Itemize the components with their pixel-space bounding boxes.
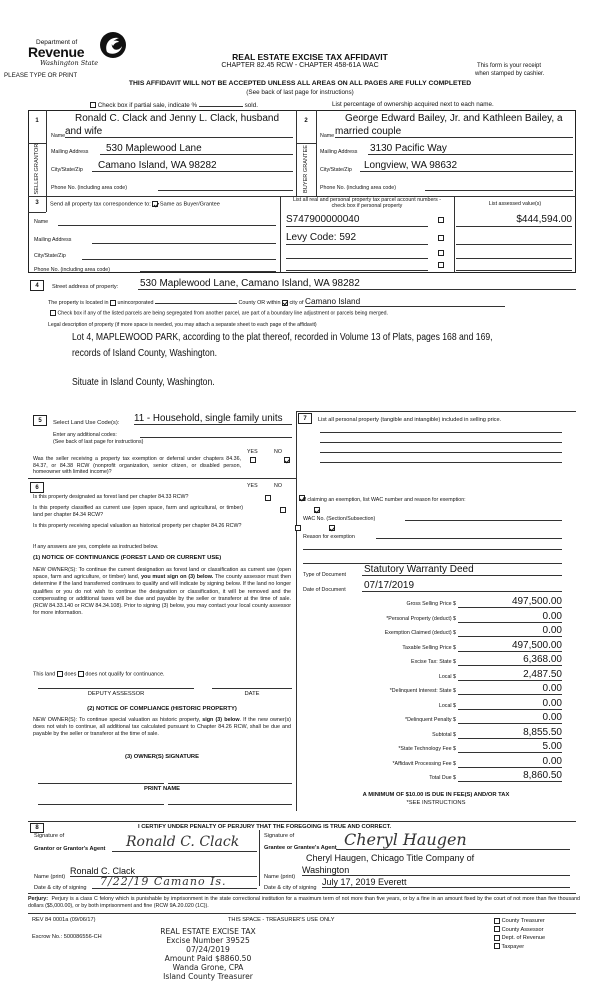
grantor-signature-label-1: Signature of xyxy=(34,833,65,839)
print-name-label: PRINT NAME xyxy=(143,786,181,792)
exemption-question: Was the seller receiving a property tax exemption or deferral under chapters 84.36, 84.37, or 84.38 RCW (nonprofit organization, senior citizen, or disabled person, homeowner with limited income)? xyxy=(33,456,241,476)
exemption-claim-label: If claiming an exemption, list WAC number and reason for exemption: xyxy=(303,497,466,503)
correspondence-name-field[interactable] xyxy=(58,217,276,226)
escrow-number: 500086556-CH xyxy=(63,934,102,940)
correspondence-city-field[interactable] xyxy=(82,251,276,260)
excise-tax-local-field[interactable]: 2,487.50 xyxy=(458,669,562,681)
assessor-date-line[interactable] xyxy=(212,688,292,689)
grantor-name-field[interactable]: Ronald C. Clack xyxy=(70,866,257,877)
partial-sale-label: Check box if partial sale, indicate % xyxy=(97,102,198,109)
doc-date-label: Date of Document xyxy=(303,587,346,593)
buyer-mailing-field[interactable]: 3130 Pacific Way xyxy=(368,143,573,155)
wac-field[interactable] xyxy=(405,515,562,521)
land-use-code-field[interactable]: 11 - Household, single family units xyxy=(134,413,292,425)
doc-type-label: Type of Document xyxy=(303,572,346,578)
does-qualify-checkbox[interactable] xyxy=(57,671,63,677)
notice-compliance-title: (2) NOTICE OF COMPLIANCE (HISTORIC PROPERTY) xyxy=(87,706,237,712)
legal-description-label: Legal description of property (if more space is needed, you may attach a separate sheet to each page of the affidavit) xyxy=(48,322,317,328)
amount-row-state-technology-fee: *State Technology Fee $ 5.00 xyxy=(398,741,562,752)
reason-field-2[interactable] xyxy=(303,546,562,550)
personal-property-checkbox[interactable] xyxy=(438,217,444,223)
doc-type-field[interactable]: Statutory Warranty Deed xyxy=(362,564,562,576)
buyer-phone-label: Phone No. (including area code) xyxy=(320,185,396,191)
yes-header-6: YES xyxy=(247,483,258,489)
amount-row-taxable-selling-price: Taxable Selling Price $ 497,500.00 xyxy=(402,639,562,651)
assessed-value[interactable] xyxy=(456,262,572,271)
print-name-line-2[interactable] xyxy=(168,804,292,805)
amount-row-personal-property: *Personal Property (deduct) $ 0.00 xyxy=(386,610,562,622)
grantee-name-line1[interactable]: Cheryl Haugen, Chicago Title Company of xyxy=(306,853,475,863)
amount-row-exemption-claimed: Exemption Claimed (deduct) $ 0.00 xyxy=(384,625,562,636)
amount-row-total-due: Total Due $ 8,860.50 xyxy=(429,770,562,781)
section-4-number: 4 xyxy=(30,280,44,291)
legal-description-line3[interactable]: Situate in Island County, Washington. xyxy=(72,376,215,388)
correspondence-mailing-field[interactable] xyxy=(92,235,276,244)
grantor-name-label: Name (print) xyxy=(34,874,66,880)
personal-property-checkbox[interactable] xyxy=(438,262,444,268)
reason-field-1[interactable] xyxy=(376,533,562,539)
perjury-certification: I CERTIFY UNDER PENALTY OF PERJURY THAT THE FOREGOING IS TRUE AND CORRECT. xyxy=(138,824,392,830)
logo-dept-of: Department of xyxy=(36,39,78,46)
seller-grantor-label: SELLER GRANTOR xyxy=(34,143,40,195)
completion-warning: THIS AFFIDAVIT WILL NOT BE ACCEPTED UNLESS ALL AREAS ON ALL PAGES ARE FULLY COMPLETED xyxy=(128,80,472,87)
personal-property-line-1[interactable] xyxy=(320,428,562,433)
grantor-signature-label-2: Grantor or Grantor's Agent xyxy=(34,846,106,852)
owner-signature-line-2[interactable] xyxy=(168,783,292,784)
grantee-date-label: Date & city of signing xyxy=(264,885,317,891)
exemption-yes-checkbox[interactable] xyxy=(250,457,256,463)
buyer-name-line1[interactable]: George Edward Bailey, Jr. and Kathleen Bailey, a xyxy=(345,113,563,124)
if-yes-note: If any answers are yes, complete as instructed below. xyxy=(33,544,159,550)
date-label: DATE xyxy=(244,691,260,697)
correspondence-phone-label: Phone No. (including area code) xyxy=(34,267,110,273)
current-use-no-checkbox[interactable] xyxy=(314,507,320,513)
amount-row-delinquent-interest-state: *Delinquent Interest: State $ 0.00 xyxy=(389,683,562,694)
wac-label: WAC No. (Section/Subsection) xyxy=(303,516,376,522)
assessed-value[interactable]: $444,594.00 xyxy=(456,214,572,227)
personal-property-line-4[interactable] xyxy=(320,458,562,463)
grantor-signature-field[interactable] xyxy=(112,836,257,852)
parcel-row xyxy=(286,214,572,228)
same-as-buyer-label: Same as Buyer/Grantee xyxy=(159,201,220,208)
seller-city-label: City/State/Zip xyxy=(51,167,83,173)
parcel-row xyxy=(286,250,572,260)
grantor-date-label: Date & city of signing xyxy=(34,885,87,891)
escrow-row xyxy=(32,934,102,940)
subtotal-field[interactable]: 8,855.50 xyxy=(458,727,562,739)
personal-property-checkbox[interactable] xyxy=(438,250,444,256)
personal-property-line-3[interactable] xyxy=(320,448,562,453)
does-not-qualify-checkbox[interactable] xyxy=(78,671,84,677)
escrow-label: Escrow No.: xyxy=(32,934,63,940)
same-as-buyer-checkbox[interactable] xyxy=(152,201,158,207)
form-subtitle: CHAPTER 82.45 RCW - CHAPTER 458-61A WAC xyxy=(221,62,379,69)
additional-codes-field[interactable] xyxy=(140,432,292,438)
affidavit-processing-fee-field[interactable]: 0.00 xyxy=(458,756,562,768)
seller-name-line1[interactable]: Ronald C. Clack and Jenny L. Clack, husband xyxy=(75,113,280,124)
historic-no-checkbox[interactable] xyxy=(329,525,335,531)
seller-city-field[interactable]: Camano Island, WA 98282 xyxy=(92,160,293,172)
partial-sale-row xyxy=(90,101,258,109)
personal-property-label: List all personal property (tangible and intangible) included in selling price. xyxy=(318,417,502,423)
seller-mailing-label: Mailing Address xyxy=(51,149,89,155)
forest-land-question: Is this property designated as forest land per chapter 84.33 RCW? xyxy=(33,494,189,500)
gross-selling-price-field[interactable]: 497,500.00 xyxy=(458,596,562,608)
print-name-line-1[interactable] xyxy=(38,804,164,805)
buyer-grantee-label: BUYER GRANTEE xyxy=(303,145,309,193)
grantor-date-field[interactable]: 7/22/19 Camano Is. xyxy=(92,875,257,889)
dist-dept-revenue: Dept. of Revenue xyxy=(494,934,545,943)
seller-phone-label: Phone No. (including area code) xyxy=(51,185,127,191)
county-treasurer-checkbox[interactable] xyxy=(494,918,500,924)
buyer-mailing-label: Mailing Address xyxy=(320,149,358,155)
delinquent-penalty-field[interactable]: 0.00 xyxy=(458,712,562,724)
please-type-or-print: PLEASE TYPE OR PRINT xyxy=(4,72,78,79)
seller-name-line2[interactable]: and wife xyxy=(65,126,293,138)
personal-property-deduct-field[interactable]: 0.00 xyxy=(458,611,562,623)
deputy-assessor-signature-line[interactable] xyxy=(38,688,194,689)
personal-property-line-2[interactable] xyxy=(320,438,562,443)
doc-date-field[interactable]: 07/17/2019 xyxy=(362,580,562,592)
parcel-header: List all real and personal property tax parcel account numbers - check box if personal property xyxy=(292,197,442,210)
dist-taxpayer: Taxpayer xyxy=(494,943,545,952)
owner-signature-label: (3) OWNER(S) SIGNATURE xyxy=(125,754,199,760)
notice-continuance-title: (1) NOTICE OF CONTINUANCE (FOREST LAND OR CURRENT USE) xyxy=(33,555,222,561)
buyer-city-field[interactable]: Longview, WA 98632 xyxy=(360,160,573,172)
current-use-question: Is this property classified as current use (open space, farm and agricultural, or timber) land per chapter 84.34 RCW? xyxy=(33,505,243,518)
yes-header-5: YES xyxy=(247,449,258,455)
grantee-signature-label-2: Grantee or Grantee's Agent xyxy=(264,845,337,851)
correspondence-phone-field[interactable] xyxy=(140,266,276,272)
exemption-no-checkbox[interactable] xyxy=(284,457,290,463)
additional-codes-note: (See back of last page for instructions) xyxy=(53,439,144,445)
amounts-list xyxy=(300,596,564,785)
historic-yes-checkbox[interactable] xyxy=(295,525,301,531)
ownership-note: List percentage of ownership acquired next to each name. xyxy=(332,101,494,108)
correspondence-row xyxy=(50,201,220,207)
partial-sale-percent-field[interactable] xyxy=(199,101,243,107)
dist-county-treasurer: County Treasurer xyxy=(494,917,545,926)
section-6-number: 6 xyxy=(30,482,44,493)
grantee-signature: Cheryl Haugen xyxy=(344,830,467,849)
minimum-due-note: A MINIMUM OF $10.00 IS DUE IN FEE(S) AND/OR TAX xyxy=(362,792,510,798)
parcel-number[interactable] xyxy=(286,262,428,271)
parcel-row xyxy=(286,232,572,246)
dor-swirl-logo-icon xyxy=(98,30,128,60)
buyer-city-label: City/State/Zip xyxy=(320,167,352,173)
seller-name-label: Name xyxy=(51,133,66,139)
deputy-assessor-label: DEPUTY ASSESSOR xyxy=(87,691,145,697)
perjury-notice: Perjury: Perjury is a class C felony which is punishable by imprisonment in the state correctional institution for a maximum term of not more than five years, or by a fine in an amount fixed by the court of not more than five thousand dollars ($5,000.00), or by both imprisonment and fine (RCW 9A.20.020 (1C)). xyxy=(28,896,580,909)
city-of-label: city of xyxy=(289,300,304,306)
county-or-within-label: County OR within xyxy=(238,300,281,306)
seller-phone-field[interactable] xyxy=(158,184,293,191)
correspondence-name-label: Name xyxy=(34,219,49,225)
section-1-number: 1 xyxy=(35,118,39,124)
see-back-note: (See back of last page for instructions) xyxy=(246,89,354,96)
parcel-number[interactable] xyxy=(286,250,428,259)
correspondence-city-label: City/State/Zip xyxy=(34,253,66,259)
taxable-selling-price-field[interactable]: 497,500.00 xyxy=(458,640,562,652)
notice-continuance-text: NEW OWNER(S): To continue the current designation as forest land or classification as current use (open space, farm and agriculture, or timber) land, you must sign on (3) below. The county assessor must then determine if the land transferred continues to qualify and will indicate by signing below. If the land no longer qualifies or you do not wish to continue the designation or classification, it will be removed and the compensating or additional taxes will be due and payable by the seller or transferor at the time of sale. (RCW 84.33.140 or RCW 84.34.108). Prior to signing (3) below, you may contact your local county assessor for more information. xyxy=(33,567,291,617)
additional-codes-label: Enter any additional codes: xyxy=(53,432,117,438)
see-instructions-note: *SEE INSTRUCTIONS xyxy=(406,800,466,806)
grantor-signature: Ronald C. Clack xyxy=(126,834,240,850)
grantee-name-line2[interactable]: Washington xyxy=(302,865,570,876)
personal-property-checkbox[interactable] xyxy=(438,235,444,241)
section-7-number: 7 xyxy=(298,413,312,424)
parcel-row xyxy=(286,262,572,272)
section-5-number: 5 xyxy=(33,415,47,426)
current-use-yes-checkbox[interactable] xyxy=(280,507,286,513)
amount-row-delinquent-penalty: *Delinquent Penalty $ 0.00 xyxy=(405,712,562,723)
assessed-value[interactable] xyxy=(456,232,572,245)
amount-row-excise-state: Excise Tax: State $ 6,368.00 xyxy=(411,654,562,665)
notice-compliance-text: NEW OWNER(S): To continue special valuation as historic property, sign (3) below. If the new owner(s) does not wish to continue, all additional tax calculated pursuant to Chapter 84.26 RCW, shall be due and payable by the seller or transferor at the time of sale. xyxy=(33,717,291,738)
buyer-name-label: Name xyxy=(320,133,335,139)
exemption-claimed-field[interactable]: 0.00 xyxy=(458,625,562,637)
delinquent-interest-state-field[interactable]: 0.00 xyxy=(458,683,562,695)
segregated-row xyxy=(50,310,388,316)
property-street-field[interactable]: 530 Maplewood Lane, Camano Island, WA 98282 xyxy=(138,278,576,290)
amount-row-excise-local: Local $ 2,487.50 xyxy=(438,668,562,680)
form-number: REV 84 0001a (09/06/17) xyxy=(32,917,96,923)
seller-mailing-field[interactable]: 530 Maplewood Lane xyxy=(100,143,293,155)
segregated-label: Check box if any of the listed parcels are being segregated from another parcel, are part of a boundary line adjustment or parcels being merged. xyxy=(57,310,388,317)
amount-row-affidavit-processing-fee: *Affidavit Processing Fee $ 0.00 xyxy=(392,755,562,767)
land-use-label: Select Land Use Code(s): xyxy=(53,420,120,426)
section-8-number: 8 xyxy=(30,823,44,833)
continuance-qualify-row: This land does does not qualify for continuance. xyxy=(33,671,165,678)
street-address-label: Street address of property: xyxy=(52,284,119,290)
correspondence-mailing-label: Mailing Address xyxy=(34,237,72,243)
grantee-signature-field[interactable] xyxy=(336,830,570,850)
located-in-label: The property is located in xyxy=(48,300,109,306)
treasurer-stamp: REAL ESTATE EXCISE TAX Excise Number 39525 07/24/2019 Amount Paid $8860.50 Wanda Grone, CPA Island County Treasurer xyxy=(160,927,256,981)
amount-row-gross-selling-price: Gross Selling Price $ 497,500.00 xyxy=(406,596,562,607)
taxpayer-checkbox[interactable] xyxy=(494,943,500,949)
unincorporated-checkbox[interactable] xyxy=(110,300,116,306)
city-of-field[interactable]: Camano Island xyxy=(305,297,505,307)
receipt-note-2: when stamped by cashier. xyxy=(475,71,545,77)
dist-county-assessor: County Assessor xyxy=(494,926,545,935)
logo-washington-state: Washington State xyxy=(40,59,99,67)
dept-revenue-checkbox[interactable] xyxy=(494,935,500,941)
no-header-5: NO xyxy=(274,449,282,455)
distribution-checkboxes xyxy=(494,917,545,951)
treasurer-use-label: THIS SPACE - TREASURER'S USE ONLY xyxy=(228,917,335,923)
city-of-checkbox[interactable] xyxy=(282,300,288,306)
partial-sale-checkbox[interactable] xyxy=(90,102,96,108)
county-assessor-checkbox[interactable] xyxy=(494,926,500,932)
reason-label: Reason for exemption xyxy=(303,534,355,540)
receipt-note-1: This form is your receipt xyxy=(477,63,542,69)
county-field[interactable] xyxy=(155,299,237,304)
segregated-checkbox[interactable] xyxy=(50,310,56,316)
partial-sale-sold: sold. xyxy=(244,102,258,109)
no-header-6: NO xyxy=(274,483,282,489)
grantee-date-field[interactable]: July 17, 2019 Everett xyxy=(322,877,570,888)
property-location-row xyxy=(48,297,505,307)
buyer-name-line2[interactable]: married couple xyxy=(335,126,573,138)
assessed-value[interactable] xyxy=(456,250,572,259)
assessed-header: List assessed value(s) xyxy=(488,201,542,207)
unincorporated-label: unincorporated xyxy=(117,300,154,306)
form-title: REAL ESTATE EXCISE TAX AFFIDAVIT xyxy=(232,52,388,62)
send-correspondence-label: Send all property tax correspondence to: xyxy=(50,201,151,208)
owner-signature-line-1[interactable] xyxy=(38,783,164,784)
amount-row-subtotal: Subtotal $ 8,855.50 xyxy=(432,726,562,738)
grantee-signature-label-1: Signature of xyxy=(264,833,295,839)
buyer-phone-field[interactable] xyxy=(425,184,573,191)
section-2-number: 2 xyxy=(304,118,308,124)
parcel-number[interactable]: S747900000040 xyxy=(286,214,428,227)
total-due-field[interactable]: 8,860.50 xyxy=(458,770,562,782)
state-technology-fee-field[interactable]: 5.00 xyxy=(458,741,562,753)
dor-logo xyxy=(22,30,132,78)
forest-land-yes-checkbox[interactable] xyxy=(265,495,271,501)
legal-description-line2[interactable]: records of Island County, Washington. xyxy=(72,347,218,359)
legal-description-line1[interactable]: Lot 4, MAPLEWOOD PARK, according to the plat thereof, recorded in Volume 13 of Plats, pages 168 and 169, xyxy=(72,331,493,343)
logo-revenue: Revenue xyxy=(28,44,85,60)
parcel-number[interactable]: Levy Code: 592 xyxy=(286,232,428,245)
excise-tax-state-field[interactable]: 6,368.00 xyxy=(458,654,562,666)
section-3-number: 3 xyxy=(35,200,39,206)
delinquent-interest-local-field[interactable]: 0.00 xyxy=(458,698,562,710)
grantee-name-label: Name (print) xyxy=(264,874,296,880)
historic-question: Is this property receiving special valuation as historical property per chapter 84.26 RCW? xyxy=(33,523,242,529)
amount-row-delinquent-interest-local: Local $ 0.00 xyxy=(438,697,562,709)
